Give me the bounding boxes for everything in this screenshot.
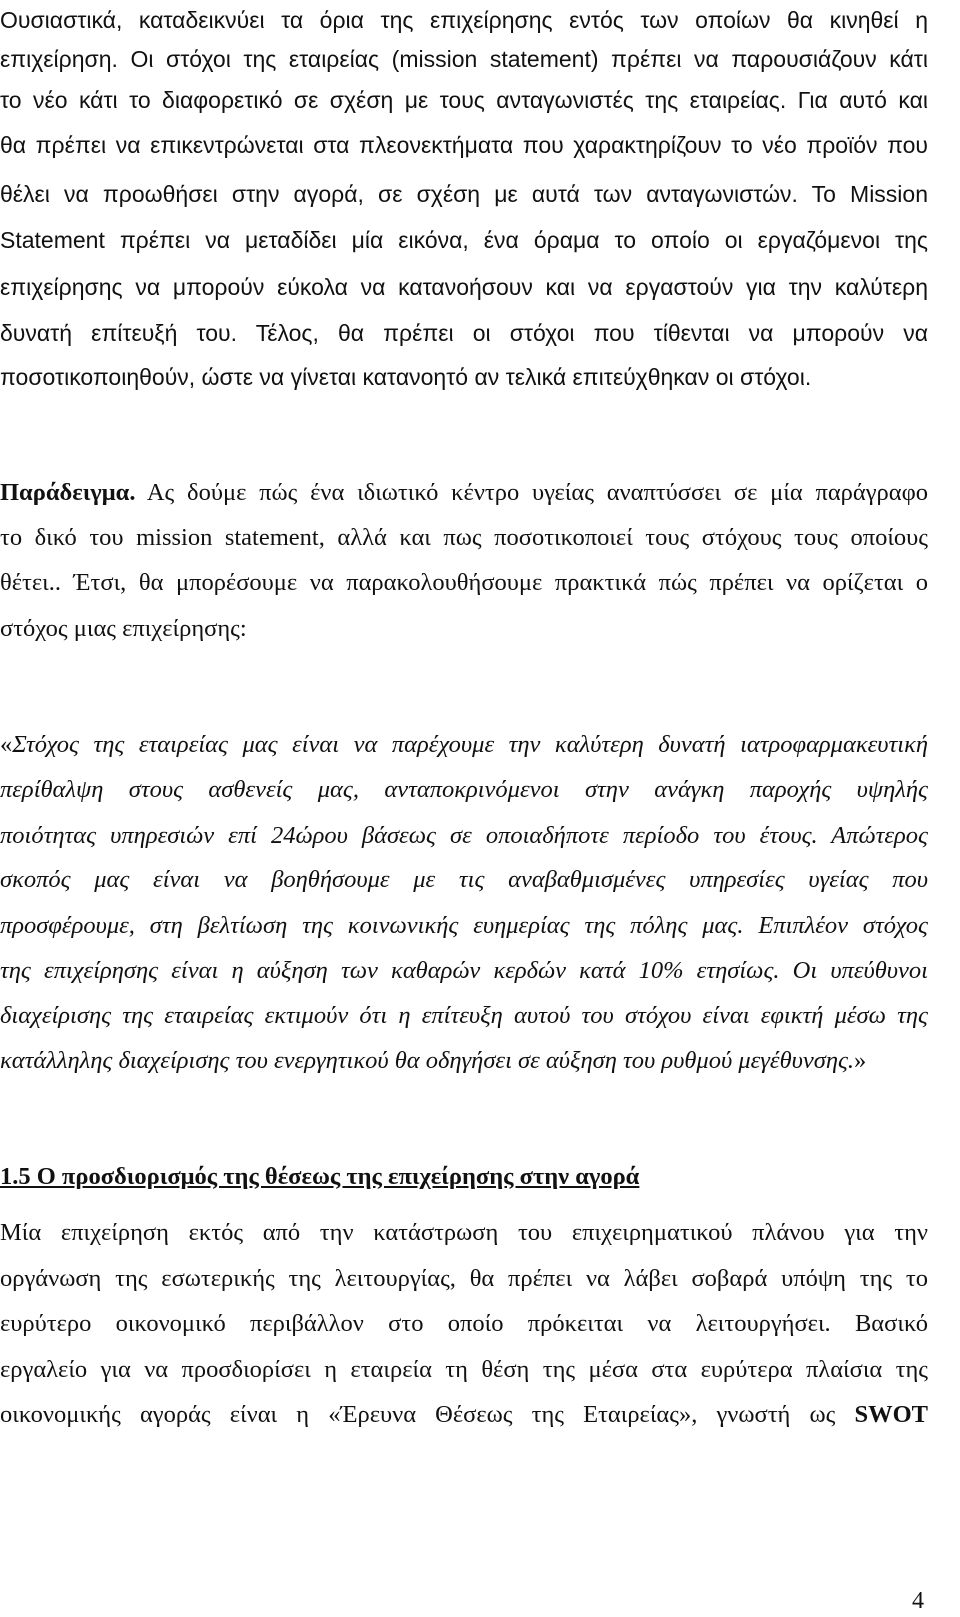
- quote-line-1: [0, 725, 928, 765]
- example-line-2: το δικό του mission statement, αλλά και πως ποσοτικοποιεί τους στόχους τους οποίους: [0, 524, 928, 551]
- quote-line-4: σκοπός μας είναι να βοηθήσουμε με τις αναβαθμισμένες υπηρεσίες υγείας που: [0, 866, 928, 893]
- quote-line-2: περίθαλψη στους ασθενείς μας, ανταποκρινόμενοι στην ανάγκη παροχής υψηλής: [0, 776, 928, 803]
- quote-line-8: [0, 1041, 928, 1081]
- para1-line-4: θα πρέπει να επικεντρώνεται στα πλεονεκτήματα που χαρακτηρίζουν το νέο προϊόν που: [0, 132, 928, 158]
- para1-line-5: θέλει να προωθήσει στην αγορά, σε σχέση με αυτά των ανταγωνιστών. Το Mission: [0, 181, 928, 207]
- example-line-1-text: Ας δούμε πώς ένα ιδιωτικό κέντρο υγείας αναπτύσσει σε μία παράγραφο: [135, 479, 928, 506]
- quote-line-8-text: κατάλληλης διαχείρισης του ενεργητικού θα οδηγήσει σε αύξηση του ρυθμού μεγέθυνσης.: [0, 1047, 855, 1074]
- para1-line-3: το νέο κάτι το διαφορετικό σε σχέση με τους ανταγωνιστές της εταιρείας. Για αυτό και: [0, 87, 928, 113]
- section-line-2: οργάνωση της εσωτερικής της λειτουργίας, θα πρέπει να λάβει σοβαρά υπόψη της το: [0, 1265, 928, 1292]
- example-line-4: στόχος μιας επιχείρησης:: [0, 615, 247, 642]
- section-line-1: Μία επιχείρηση εκτός από την κατάστρωση του επιχειρηματικού πλάνου για την: [0, 1219, 928, 1246]
- quote-line-6: της επιχείρησης είναι η αύξηση των καθαρών κερδών κατά 10% ετησίως. Οι υπεύθυνοι: [0, 957, 928, 984]
- swot-term: SWOT: [854, 1401, 929, 1428]
- example-line-3: θέτει.. Έτσι, θα μπορέσουμε να παρακολουθήσουμε πρακτικά πώς πρέπει να ορίζεται ο: [0, 569, 928, 596]
- section-heading: 1.5 Ο προσδιορισμός της θέσεως της επιχείρησης στην αγορά: [0, 1163, 640, 1190]
- section-line-5-text: οικονομικής αγοράς είναι η «Έρευνα Θέσεως της Εταιρείας», γνωστή ως: [0, 1401, 836, 1428]
- quote-line-3: ποιότητας υπηρεσιών επί 24ώρου βάσεως σε οποιαδήποτε περίοδο του έτους. Απώτερος: [0, 822, 928, 849]
- quote-close-mark: »: [854, 1047, 867, 1074]
- para1-line-8: δυνατή επίτευξή του. Τέλος, θα πρέπει οι στόχοι που τίθενται να μπορούν να: [0, 320, 928, 346]
- para1-line-7: επιχείρησης να μπορούν εύκολα να κατανοήσουν και να εργαστούν για την καλύτερη: [0, 274, 928, 300]
- page-number: 4: [912, 1588, 924, 1614]
- example-label: Παράδειγμα.: [0, 479, 136, 506]
- para1-line-9: ποσοτικοποιηθούν, ώστε να γίνεται κατανοητό αν τελικά επιτεύχθηκαν οι στόχοι.: [0, 364, 812, 390]
- example-line-1: [0, 473, 928, 513]
- quote-open-mark: «: [0, 731, 13, 758]
- para1-line-2: επιχείρηση. Οι στόχοι της εταιρείας (mission statement) πρέπει να παρουσιάζουν κάτι: [0, 46, 928, 72]
- section-line-5: [0, 1395, 928, 1435]
- quote-line-7: διαχείρισης της εταιρείας εκτιμούν ότι η επίτευξη αυτού του στόχου είναι εφικτή μέσω της: [0, 1002, 928, 1029]
- section-line-4: εργαλείο για να προσδιορίσει η εταιρεία τη θέση της μέσα στα ευρύτερα πλαίσια της: [0, 1356, 928, 1383]
- quote-line-5: προσφέρουμε, στη βελτίωση της κοινωνικής ευημερίας της πόλης μας. Επιπλέον στόχος: [0, 912, 928, 939]
- section-line-3: ευρύτερο οικονομικό περιβάλλον στο οποίο πρόκειται να λειτουργήσει. Βασικό: [0, 1310, 928, 1337]
- para1-line-1: Ουσιαστικά, καταδεικνύει τα όρια της επιχείρησης εντός των οποίων θα κινηθεί η: [0, 7, 928, 33]
- para1-line-6: Statement πρέπει να μεταδίδει μία εικόνα, ένα όραμα το οποίο οι εργαζόμενοι της: [0, 227, 928, 253]
- quote-line-1-text: Στόχος της εταιρείας μας είναι να παρέχουμε την καλύτερη δυνατή ιατροφαρμακευτική: [12, 731, 928, 758]
